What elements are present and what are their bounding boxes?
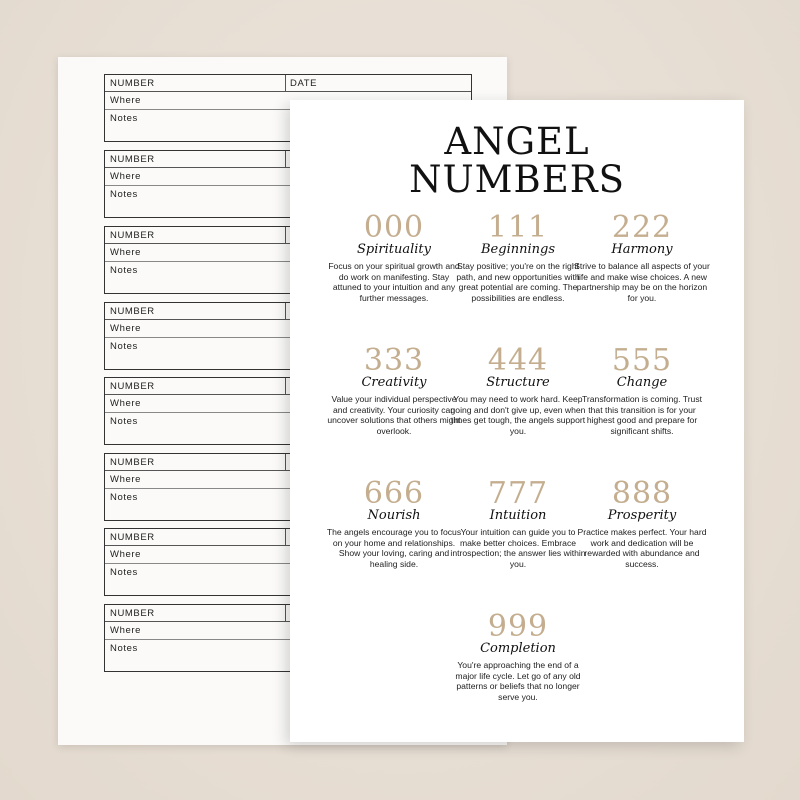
notes-label: Notes — [110, 265, 138, 276]
notes-label: Notes — [110, 492, 138, 503]
angel-description: Your intuition can guide you to make better choices. Embrace introspection; the answer lies within you. — [450, 527, 586, 569]
notes-label: Notes — [110, 643, 138, 654]
where-label: Where — [110, 323, 141, 334]
notes-label: Notes — [110, 567, 138, 578]
notes-label: Notes — [110, 189, 138, 200]
date-label: DATE — [290, 78, 318, 89]
angel-meaning: Creativity — [361, 375, 427, 390]
where-label: Where — [110, 247, 141, 258]
angel-description: Stay positive; you're on the right path, and new opportunities with great potential are coming. The possibilities are endless. — [456, 261, 580, 303]
angel-meaning: Harmony — [611, 242, 673, 257]
angel-number: 999 — [487, 609, 549, 644]
angel-entry-333 — [324, 345, 464, 436]
angel-description: The angels encourage you to focus on your home and relationships. Show your loving, caring and healing side. — [326, 527, 462, 569]
angel-meaning: Intuition — [489, 508, 547, 523]
angel-entry-999 — [448, 611, 588, 702]
angel-entry-555 — [572, 345, 712, 436]
where-label: Where — [110, 171, 141, 182]
angel-number: 000 — [363, 210, 425, 245]
angel-entry-444 — [448, 345, 588, 436]
angel-description: Strive to balance all aspects of your life and make wise choices. A new partnership may be on the horizon for you. — [574, 261, 710, 303]
angel-entry-888 — [572, 478, 712, 569]
number-label: NUMBER — [110, 608, 155, 619]
number-label: NUMBER — [110, 457, 155, 468]
date-divider — [285, 454, 286, 470]
number-label: NUMBER — [110, 532, 155, 543]
date-divider — [285, 378, 286, 394]
angel-number: 888 — [611, 476, 673, 511]
angel-meaning: Prosperity — [607, 508, 677, 523]
angel-number: 666 — [363, 476, 425, 511]
angel-entry-666 — [324, 478, 464, 569]
date-divider — [285, 605, 286, 621]
notes-label: Notes — [110, 113, 138, 124]
angel-numbers-page — [290, 100, 744, 742]
angel-meaning: Spirituality — [357, 242, 431, 257]
where-label: Where — [110, 398, 141, 409]
number-label: NUMBER — [110, 154, 155, 165]
page-title-line1: ANGEL — [444, 120, 590, 163]
angel-description: Practice makes perfect. Your hard work and dedication will be rewarded with abundance and success. — [577, 527, 707, 569]
number-label: NUMBER — [110, 306, 155, 317]
date-divider — [285, 303, 286, 319]
number-row — [105, 75, 471, 92]
angel-number: 222 — [611, 210, 673, 245]
angel-entry-222 — [572, 212, 712, 303]
where-label: Where — [110, 625, 141, 636]
page-title-line2: NUMBERS — [409, 158, 625, 201]
date-divider — [285, 75, 286, 91]
angel-entry-111 — [448, 212, 588, 303]
where-label: Where — [110, 474, 141, 485]
angel-number: 777 — [487, 476, 549, 511]
angel-number: 555 — [611, 343, 673, 378]
angel-description: Value your individual perspective and creativity. Your curiosity can uncover solutions that others might overlook. — [327, 394, 461, 436]
angel-number: 333 — [363, 343, 425, 378]
number-label: NUMBER — [110, 78, 155, 89]
angel-number: 111 — [487, 210, 549, 245]
angel-entry-777 — [448, 478, 588, 569]
where-label: Where — [110, 549, 141, 560]
angel-meaning: Structure — [486, 375, 550, 390]
angel-description: Transformation is coming. Trust that this transition is for your highest good and prepare for significant shifts. — [581, 394, 703, 436]
angel-number: 444 — [487, 343, 549, 378]
date-divider — [285, 529, 286, 545]
date-divider — [285, 227, 286, 243]
angel-meaning: Nourish — [367, 508, 421, 523]
number-label: NUMBER — [110, 381, 155, 392]
date-divider — [285, 151, 286, 167]
angel-entry-000 — [324, 212, 464, 303]
notes-label: Notes — [110, 341, 138, 352]
angel-meaning: Completion — [480, 641, 556, 656]
angel-meaning: Beginnings — [481, 242, 555, 257]
number-label: NUMBER — [110, 230, 155, 241]
where-label: Where — [110, 95, 141, 106]
angel-meaning: Change — [616, 375, 668, 390]
angel-description: You're approaching the end of a major life cycle. Let go of any old patterns or beliefs that no longer serve you. — [455, 660, 581, 702]
notes-label: Notes — [110, 416, 138, 427]
angel-description: You may need to work hard. Keep going and don't give up, even when times get tough, the angels support you. — [450, 394, 586, 436]
angel-description: Focus on your spiritual growth and do work on manifesting. Stay attuned to your intuition and any further messages. — [328, 261, 460, 303]
